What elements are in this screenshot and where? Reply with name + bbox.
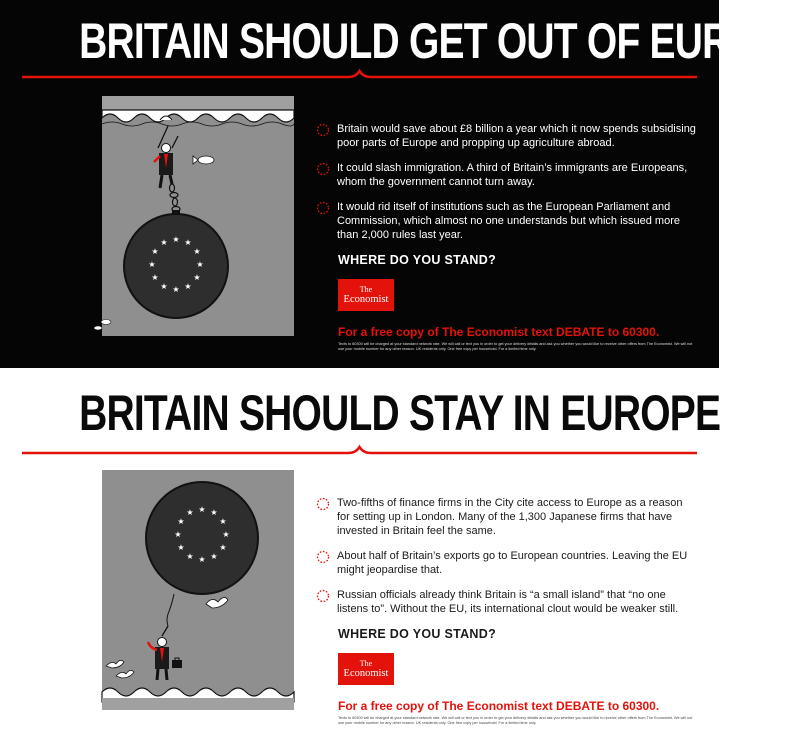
svg-text:★: ★ (184, 238, 192, 247)
svg-text:★: ★ (210, 552, 218, 561)
dotted-circle-bullet-icon (316, 123, 330, 137)
red-divider-rule (22, 446, 697, 460)
svg-text:★: ★ (151, 247, 159, 256)
svg-text:★: ★ (219, 517, 227, 526)
argument-item (316, 161, 696, 189)
svg-text:★: ★ (177, 543, 185, 552)
svg-text:★: ★ (198, 505, 206, 514)
leave-arguments (316, 122, 696, 352)
svg-text:★: ★ (193, 247, 201, 256)
argument-text: It would rid itself of institutions such as the European Parliament and Commission, which almost no one understands but which issued more than 2,000 rules last year. (337, 201, 680, 241)
argument-item (316, 122, 696, 150)
stay-arguments (316, 496, 698, 726)
svg-text:★: ★ (210, 508, 218, 517)
small-print: Texts to 60300 will be charged at your standard network rate. We will call or text you in order to get your delivery details and ask you whether you would like to receive other offers from The Economist. We will not use your mobile number for any other reason. UK residents only. One free copy per household. For a limited time only. (338, 716, 693, 725)
stay-headline: BRITAIN SHOULD STAY IN EUROPE (79, 385, 721, 441)
logo-the: The (359, 285, 373, 294)
svg-text:★: ★ (198, 555, 206, 564)
red-divider-rule (22, 70, 697, 84)
dotted-circle-bullet-icon (316, 589, 330, 603)
logo-name: Economist (343, 294, 389, 305)
argument-text: It could slash immigration. A third of Britain’s immigrants are Europeans, whom the government cannot turn away. (337, 162, 688, 188)
svg-text:★: ★ (222, 530, 230, 539)
economist-logo (338, 279, 394, 311)
svg-text:★: ★ (219, 543, 227, 552)
logo-name: Economist (343, 668, 389, 679)
svg-text:★: ★ (186, 508, 194, 517)
free-copy-offer: For a free copy of The Economist text DEBATE to 60300. (338, 699, 660, 713)
svg-text:★: ★ (172, 285, 180, 294)
small-print: Texts to 60300 will be charged at your standard network rate. We will call or text you in order to get your delivery details and ask you whether you would like to receive other offers from The Economist. We will not use your mobile number for any other reason. UK residents only. One free copy per household. For a limited time only. (338, 342, 693, 351)
dotted-circle-bullet-icon (316, 497, 330, 511)
dotted-circle-bullet-icon (316, 162, 330, 176)
leave-ad-panel (0, 0, 810, 368)
argument-text: About half of Britain’s exports go to European countries. Leaving the EU might jeopardise that. (337, 550, 688, 576)
argument-item (316, 496, 698, 538)
argument-item (316, 549, 698, 577)
svg-text:★: ★ (160, 238, 168, 247)
argument-item (316, 588, 698, 616)
where-do-you-stand-heading: WHERE DO YOU STAND? (338, 627, 497, 641)
svg-text:★: ★ (177, 517, 185, 526)
economist-logo (338, 653, 394, 685)
dotted-circle-bullet-icon (316, 550, 330, 564)
floating-man-illustration (102, 470, 294, 710)
svg-text:★: ★ (174, 530, 182, 539)
svg-text:★: ★ (148, 260, 156, 269)
stay-ad-panel (0, 368, 719, 737)
argument-text: Britain would save about £8 billion a year which it now spends subsidising poor parts of Europe and propping up agriculture abroad. (337, 123, 696, 149)
argument-text: Russian officials already think Britain is “a small island” that “no one listens to”. Without the EU, its international clout would be weaker still. (337, 589, 679, 615)
svg-text:★: ★ (151, 273, 159, 282)
argument-text: Two-fifths of finance firms in the City cite access to Europe as a reason for setting up in London. Many of the 1,300 Japanese firms that have invested in Britain feel the same. (337, 497, 683, 537)
argument-item (316, 200, 696, 242)
svg-text:★: ★ (196, 260, 204, 269)
logo-the: The (359, 659, 373, 668)
where-do-you-stand-heading: WHERE DO YOU STAND? (338, 253, 497, 267)
dotted-circle-bullet-icon (316, 201, 330, 215)
leave-headline: BRITAIN SHOULD GET OUT OF EUROPE (79, 13, 810, 69)
free-copy-offer: For a free copy of The Economist text DEBATE to 60300. (338, 325, 660, 339)
svg-text:★: ★ (160, 282, 168, 291)
svg-text:★: ★ (172, 235, 180, 244)
svg-text:★: ★ (184, 282, 192, 291)
svg-text:★: ★ (186, 552, 194, 561)
sinking-man-illustration (102, 96, 294, 336)
svg-text:★: ★ (193, 273, 201, 282)
